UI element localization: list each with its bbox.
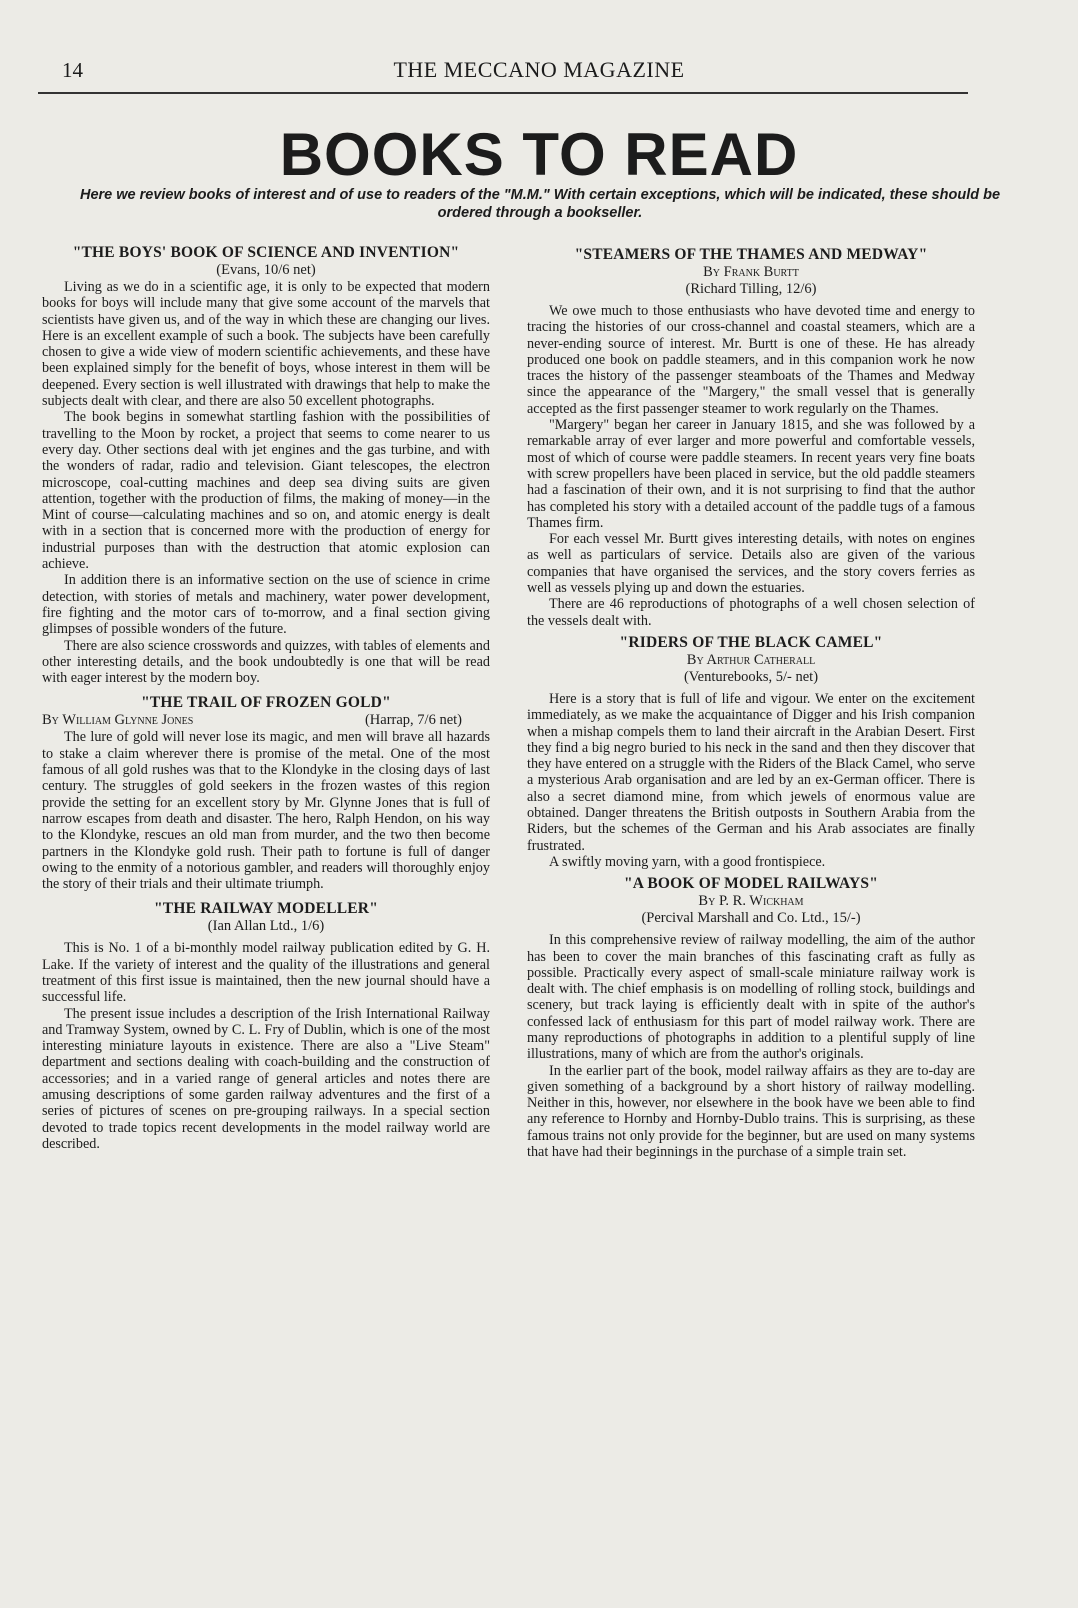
review-paragraph: In the earlier part of the book, model railway affairs as they are to-day are given something of a background by a short history of railway modelling. Neither in this, however, nor elsewhere in the book have we been able to find any reference to Hornby and Hornby-Dublo trains. This is surprising, as these famous trains not only provide for the beginner, but are used on many systems that have had their beginnings in the purchase of a simple train set.: [527, 1062, 975, 1161]
review-book-of-model-railways: [527, 875, 975, 1160]
review-title: "STEAMERS OF THE THAMES AND MEDWAY": [574, 246, 928, 263]
review-railway-modeller: [42, 900, 490, 1152]
review-author: By William Glynne Jones: [42, 712, 194, 729]
review-title: "RIDERS OF THE BLACK CAMEL": [619, 633, 883, 651]
review-paragraph: The present issue includes a description of the Irish International Railway and Tramway System, owned by C. L. Fry of Dublin, which is one of the most interesting miniature layouts in existence. There are also a "Live Steam" department and sections dealing with coach-building and the construction of accessories; and in a varied range of general articles and notes there are amusing descriptions of some garden railway adventures and the first of a series of pictures of scenes on pre-grouping railways. In a special section devoted to trade topics recent developments in the model railway world are described.: [42, 1005, 490, 1152]
review-paragraph: "Margery" began her career in January 1815, and she was followed by a remarkable array of ever larger and more powerful and comfortable vessels, most of which of course were paddle steamers. In recent years very fine boats with screw propellers have been placed in service, but the old paddle steamers had a fascination of their own, and it is not surprising to find that the author has completed his story with a detailed account of the paddle tugs of a famous Thames firm.: [527, 417, 975, 531]
review-publisher: (Harrap, 7/6 net): [364, 712, 462, 729]
page-subhead: Here we review books of interest and of use to readers of the "M.M." With certain exceptions, which will be indicated, these should be ordered through a bookseller.: [79, 187, 1001, 221]
review-riders-of-black-camel: [527, 634, 975, 870]
review-paragraph: For each vessel Mr. Burtt gives interesting details, with notes on engines as well as particulars of service. Details also are given of the various companies that have organised the services, and the story covers ferries as well as vessels plying up and down the estuaries.: [527, 531, 975, 597]
review-title: "THE RAILWAY MODELLER": [153, 900, 379, 918]
left-column: [42, 244, 490, 1152]
review-paragraph: There are 46 reproductions of photographs of a well chosen selection of the vessels dealt with.: [527, 596, 975, 629]
review-paragraph: The book begins in somewhat startling fashion with the possibilities of travelling to the Moon by rocket, a project that seems to come nearer to us every day. Other sections deal with jet engines and the gas turbine, and with the wonders of radar, radio and television. Giant telescopes, the electron microscope, coal-cutting machines and deep sea diving suits are given attention, together with the production of films, the making of money—in the Mint of course—calculating machines and so on, and atomic energy is dealt with in a section that is concerned more with the production of energy for industrial purposes than with the destruction that atomic explosion can achieve.: [42, 409, 490, 573]
page-number: 14: [62, 58, 83, 82]
review-paragraph: Living as we do in a scientific age, it is only to be expected that modern books for boys will include many that give some account of the marvels that scientists have given us, and of the way in which these are changing our lives. Here is an excellent example of such a book. The subjects have been carefully chosen to give a wide view of modern scientific achievements, and these have been explained simply for the benefit of boys, whose interest in them will be deepened. Every section is well illustrated with drawings that help to make the subjects dealt with clear, and there are also 50 excellent photographs.: [42, 279, 490, 410]
review-paragraph: There are also science crosswords and quizzes, with tables of elements and other interesting details, and the book undoubtedly is one that will be read with eager interest by the modern boy.: [42, 637, 490, 687]
review-paragraph: This is No. 1 of a bi-monthly model railway publication edited by G. H. Lake. If the variety of interest and the quality of the illustrations and general treatment of this first issue is maintained, then the new journal should have a successful life.: [42, 940, 490, 1006]
review-paragraph: We owe much to those enthusiasts who have devoted time and energy to tracing the histories of our cross-channel and coastal steamers, which are a never-ending source of interest. Mr. Burtt is one of these. He has already produced one book on paddle steamers, and in this companion work he now traces the history of the passenger steamboats of the Thames and Medway since the appearance of the "Margery," the small vessel that is generally accepted as the first passenger steamer to work regularly on the Thames.: [527, 303, 975, 417]
review-publisher: (Percival Marshall and Co. Ltd., 15/-): [641, 910, 861, 927]
review-paragraph: The lure of gold will never lose its magic, and men will brave all hazards to stake a claim wherever there is promise of the metal. One of the most famous of all gold rushes was that to the Klondyke in the closing days of last century. The struggles of gold seekers in the frozen wastes of this region provide the setting for an excellent story by Mr. Glynne Jones that is full of narrow escapes from death and disaster. The hero, Ralph Hendon, on his way to the Klondyke, rescues an old man from murder, and the two then become partners in the Klondyke gold rush. Their path to fortune is full of danger owing to the enmity of a notorious gambler, and readers will thoroughly enjoy the story of their trials and their ultimate triumph.: [42, 729, 490, 893]
review-paragraph: In this comprehensive review of railway modelling, the aim of the author has been to cover the main branches of this fascinating craft as fully as possible. Practically every aspect of small-scale miniature railway work is dealt with. The chief emphasis is on modelling of rolling stock, buildings and scenery, but track laying is efficiently dealt with in spite of the author's confessed lack of enthusiasm for this part of model railway work. There are many reproductions of photographs in addition to a plentiful supply of line illustrations, many of which are from the author's originals.: [527, 932, 975, 1063]
review-steamers-of-thames: [527, 246, 975, 629]
review-title: "THE TRAIL OF FROZEN GOLD": [141, 694, 391, 712]
review-paragraph: Here is a story that is full of life and vigour. We enter on the excitement immediately, as we make the acquaintance of Digger and his Irish companion when a mishap compels them to land their aircraft in the Arabian Desert. First they find a big negro buried to his neck in the sand and then they discover that they have entered on a struggle with the Riders of the Black Camel, who serve a mysterious Arab organisation and are led by an ex-German officer. There is also a secret diamond mine, from which jewels of enormous value are obtained. Danger threatens the British outposts in Southern Arabia from the Riders, but the schemes of the German and his Arab associates are finally frustrated.: [527, 690, 975, 854]
review-author: By Arthur Catherall: [686, 651, 816, 668]
review-publisher: (Ian Allan Ltd., 1/6): [207, 918, 325, 935]
review-paragraph: A swiftly moving yarn, with a good frontispiece.: [549, 853, 826, 870]
header-rule: [38, 92, 968, 94]
review-title: "THE BOYS' BOOK OF SCIENCE AND INVENTION": [72, 244, 460, 261]
review-trail-of-frozen-gold: [42, 694, 490, 892]
page-headline: BOOKS TO READ: [279, 121, 799, 188]
review-publisher: (Richard Tilling, 12/6): [685, 281, 817, 297]
review-publisher: (Venturebooks, 5/- net): [683, 668, 819, 685]
review-boys-book-of-science: [42, 244, 490, 686]
review-publisher: (Evans, 10/6 net): [216, 262, 316, 278]
review-paragraph: In addition there is an informative section on the use of science in crime detection, with stories of metals and machinery, water power development, fire fighting and the motor cars of to-morrow, and a final section giving glimpses of possible wonders of the future.: [42, 572, 490, 638]
right-column: [527, 246, 975, 1160]
running-header: THE MECCANO MAGAZINE: [393, 57, 685, 82]
review-author: By Frank Burtt: [703, 264, 799, 280]
review-title: "A BOOK OF MODEL RAILWAYS": [623, 875, 879, 893]
review-author: By P. R. Wickham: [698, 893, 804, 910]
